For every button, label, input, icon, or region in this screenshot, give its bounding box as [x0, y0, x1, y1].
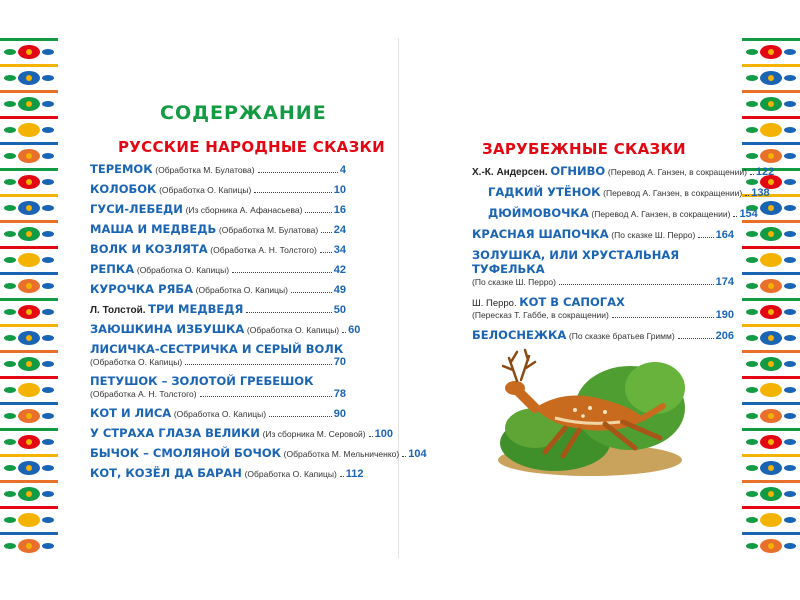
toc-leader-dots [612, 317, 714, 318]
toc-entry-sub-line [90, 356, 346, 368]
toc-entry-title: ТЕРЕМОК [90, 162, 153, 176]
toc-entry-page: 70 [333, 356, 346, 368]
toc-entry-subtitle: (Из сборника М. Серовой) [262, 429, 366, 439]
toc-entry-page: 100 [374, 428, 393, 440]
folk-ornament-border-right [742, 38, 800, 558]
toc-entry-page: 174 [715, 276, 734, 288]
toc-entry-subtitle: (Обработка О. Капицы) [159, 185, 252, 195]
toc-entry-title: БЫЧОК – СМОЛЯНОЙ БОЧОК [90, 446, 282, 460]
toc-entry-title: ГАДКИЙ УТЁНОК [488, 185, 601, 199]
toc-leader-dots [342, 332, 346, 333]
toc-entry-title: КУРОЧКА РЯБА [90, 282, 194, 296]
toc-entry [90, 242, 346, 256]
toc-leader-dots [750, 174, 754, 175]
toc-entry-page: 60 [348, 324, 361, 336]
toc-entry-subtitle: (Перевод А. Ганзен, в сокращении) [607, 167, 747, 177]
deer-illustration [495, 348, 695, 478]
toc-entry-title-line [472, 295, 734, 309]
toc-entry-subtitle: (Обработка А. Н. Толстого) [90, 389, 197, 399]
toc-leader-dots [340, 476, 344, 477]
toc-entry [90, 202, 346, 216]
toc-entry-title: КОТ, КОЗЁЛ ДА БАРАН [90, 466, 242, 480]
toc-entry-title-line [472, 248, 734, 276]
toc-entry-page: 190 [715, 309, 734, 321]
toc-leader-dots [698, 237, 713, 238]
toc-entry-subtitle: (Обработка О. Капицы) [173, 409, 267, 419]
toc-entry [90, 322, 361, 336]
toc-entry-title: БЕЛОСНЕЖКА [472, 328, 567, 342]
section-russian-tales: РУССКИЕ НАРОДНЫЕ СКАЗКИ [118, 138, 385, 156]
contents-title: СОДЕРЖАНИЕ [160, 102, 327, 124]
folk-ornament-border-left [0, 38, 58, 558]
toc-leader-dots [745, 195, 749, 196]
toc-entry [90, 182, 346, 196]
toc-entry-title: ДЮЙМОВОЧКА [488, 206, 589, 220]
toc-entry-page: 42 [333, 264, 346, 276]
toc-entry-subtitle: (По сказке Ш. Перро) [472, 277, 556, 287]
toc-entry-subtitle: (Обработка М. Мельниченко) [283, 449, 400, 459]
toc-entry-page: 50 [333, 304, 346, 316]
toc-entry-page: 164 [715, 229, 734, 241]
toc-entry-title: ОГНИВО [550, 164, 606, 178]
toc-entry-title: ГУСИ-ЛЕБЕДИ [90, 202, 183, 216]
toc-entry [90, 342, 346, 368]
toc-entry-subtitle: (Обработка О. Капицы) [244, 469, 337, 479]
toc-entry-title-line [90, 342, 346, 356]
toc-entry-title: ЛИСИЧКА-СЕСТРИЧКА И СЕРЫЙ ВОЛК [90, 342, 344, 356]
toc-leader-dots [559, 284, 714, 285]
toc-entry-subtitle: (По сказке братьев Гримм) [568, 331, 675, 341]
toc-entry-title: МАША И МЕДВЕДЬ [90, 222, 217, 236]
toc-entry-title: ТРИ МЕДВЕДЯ [148, 302, 244, 316]
toc-entry-subtitle: (Из сборника А. Афанасьева) [185, 205, 303, 215]
toc-entry-page: 154 [739, 208, 758, 220]
toc-entry-title: КОЛОБОК [90, 182, 157, 196]
toc-entry-subtitle: (Обработка О. Капицы) [90, 357, 183, 367]
toc-entry-subtitle: (Обработка О. Капицы) [246, 325, 340, 335]
toc-entry [472, 295, 734, 321]
toc-entry-title: ПЕТУШОК – ЗОЛОТОЙ ГРЕБЕШОК [90, 374, 314, 388]
toc-entry-subtitle: (Обработка О. Капицы) [195, 285, 288, 295]
toc-entry [90, 282, 346, 296]
toc-entry [472, 328, 734, 342]
toc-entry-title: ЗОЛУШКА, ИЛИ ХРУСТАЛЬНАЯ ТУФЕЛЬКА [472, 248, 680, 276]
toc-leader-dots [733, 216, 737, 217]
toc-entry-title: РЕПКА [90, 262, 135, 276]
toc-entry-page: 49 [333, 284, 346, 296]
toc-entry-author: Л. Толстой. [90, 305, 146, 316]
toc-entry-page: 104 [408, 448, 427, 460]
toc-entry [90, 222, 346, 236]
toc-entry-subtitle: (Пересказ Т. Габбе, в сокращении) [472, 310, 609, 320]
toc-leader-dots [232, 272, 332, 273]
toc-entry [90, 374, 346, 400]
toc-entry [472, 248, 734, 288]
toc-entry-sub-line [90, 388, 346, 400]
toc-entry-title: КРАСНАЯ ШАПОЧКА [472, 227, 609, 241]
toc-entry [90, 466, 364, 480]
toc-entry-subtitle: (Обработка М. Булатова) [218, 225, 319, 235]
toc-entry [90, 302, 346, 316]
toc-entry-title-line [90, 374, 346, 388]
toc-entry-page: 122 [755, 166, 775, 178]
toc-entry-page: 16 [333, 204, 346, 216]
toc-foreign [472, 164, 775, 349]
toc-entry-sub-line [472, 309, 734, 321]
toc-entry-page: 90 [333, 408, 346, 420]
toc-entry-page: 4 [339, 164, 346, 176]
toc-entry [90, 162, 346, 176]
toc-entry-page: 34 [333, 244, 346, 256]
toc-entry [472, 185, 770, 199]
toc-leader-dots [320, 252, 332, 253]
toc-entry-subtitle: (Обработка А. Н. Толстого) [210, 245, 317, 255]
toc-entry-subtitle: (По сказке Ш. Перро) [611, 230, 696, 240]
toc-entry [472, 227, 734, 241]
toc-entry-subtitle: (Перевод А. Ганзен, в сокращении) [591, 209, 731, 219]
toc-entry-subtitle: (Перевод А. Ганзен, в сокращении) [603, 188, 743, 198]
toc-entry-title: ВОЛК И КОЗЛЯТА [90, 242, 208, 256]
toc-leader-dots [185, 364, 332, 365]
toc-leader-dots [269, 416, 332, 417]
toc-entry [90, 262, 346, 276]
toc-leader-dots [254, 192, 331, 193]
toc-entry-sub-line [472, 276, 734, 288]
toc-leader-dots [678, 338, 714, 339]
toc-leader-dots [305, 212, 331, 213]
toc-russian [90, 162, 427, 486]
toc-leader-dots [402, 456, 406, 457]
toc-leader-dots [291, 292, 332, 293]
toc-entry-subtitle: (Обработка М. Булатова) [155, 165, 255, 175]
toc-entry [472, 164, 775, 178]
toc-entry-page: 112 [345, 468, 364, 480]
toc-entry-title: ЗАЮШКИНА ИЗБУШКА [90, 322, 245, 336]
toc-leader-dots [246, 312, 331, 313]
toc-leader-dots [258, 172, 338, 173]
toc-entry [90, 406, 346, 420]
toc-entry [472, 206, 758, 220]
toc-entry-author: Х.-К. Андерсен. [472, 167, 548, 178]
toc-entry-page: 138 [751, 187, 770, 199]
toc-entry-page: 24 [333, 224, 346, 236]
toc-entry-page: 206 [715, 330, 734, 342]
toc-leader-dots [200, 396, 332, 397]
toc-entry-title: КОТ И ЛИСА [90, 406, 172, 420]
toc-entry [90, 446, 427, 460]
toc-entry-author: Ш. Перро. [472, 298, 517, 309]
toc-entry-page: 78 [333, 388, 346, 400]
toc-leader-dots [369, 436, 373, 437]
toc-leader-dots [321, 232, 332, 233]
toc-entry [90, 426, 393, 440]
section-foreign-tales: ЗАРУБЕЖНЫЕ СКАЗКИ [482, 140, 686, 158]
toc-entry-subtitle: (Обработка О. Капицы) [136, 265, 230, 275]
toc-entry-page: 10 [333, 184, 346, 196]
toc-entry-title: КОТ В САПОГАХ [519, 295, 625, 309]
toc-entry-title: У СТРАХА ГЛАЗА ВЕЛИКИ [90, 426, 260, 440]
